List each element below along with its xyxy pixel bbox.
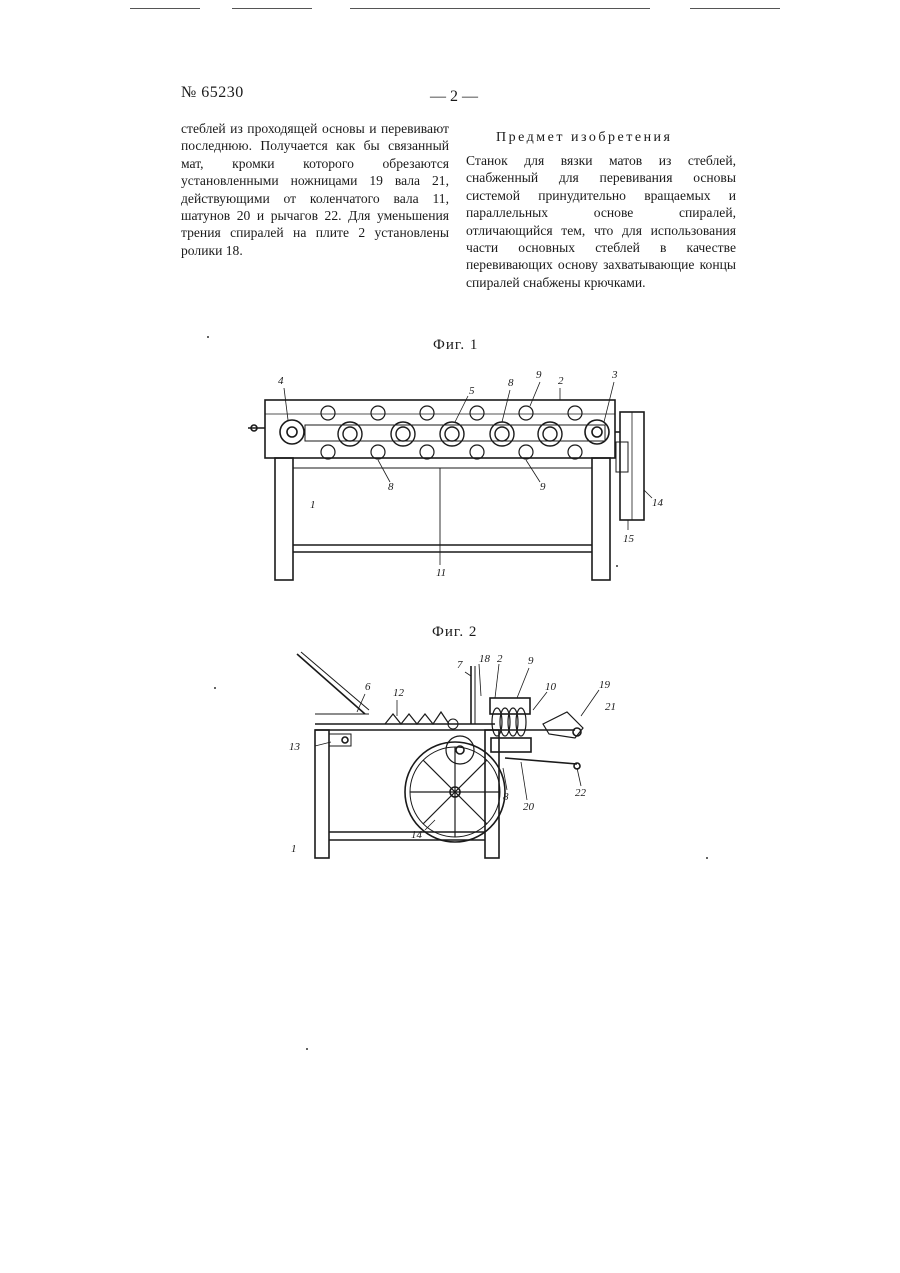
fig1-label: 9 bbox=[540, 481, 546, 493]
scan-edge-line bbox=[130, 8, 200, 9]
fig1-label: 4 bbox=[278, 375, 284, 387]
fig1-label: 2 bbox=[558, 375, 564, 387]
fig2-label: 2 bbox=[497, 653, 503, 665]
fig1-label: 3 bbox=[612, 369, 618, 381]
scan-speck bbox=[207, 336, 209, 338]
fig2-label: 12 bbox=[393, 687, 404, 699]
fig2-label: 1 bbox=[291, 843, 297, 855]
figure-1-drawing bbox=[240, 370, 680, 610]
fig2-label: 7 bbox=[457, 659, 463, 671]
fig1-label: 9 bbox=[536, 369, 542, 381]
figure-2-drawing bbox=[285, 650, 645, 865]
section-title: Предмет изобретения bbox=[496, 130, 673, 145]
fig2-label: 19 bbox=[599, 679, 610, 691]
claim-paragraph: Станок для вязки матов из стеблей, снабженный для перевивания основы системой принудительно вращаемых и параллельных основе спиралей, отличающийся тем, что для использования части основных стеблей в качестве перевивающих основу захватывающие концы спиралей снабжены крючками. bbox=[466, 153, 736, 290]
figure-2-caption: Фиг. 2 bbox=[432, 624, 478, 640]
fig2-label: 20 bbox=[523, 801, 534, 813]
scan-edge-line bbox=[690, 8, 780, 9]
scan-speck bbox=[706, 857, 708, 859]
scan-speck bbox=[306, 1048, 308, 1050]
fig2-label: 6 bbox=[365, 681, 371, 693]
fig2-label: 18 bbox=[479, 653, 490, 665]
scan-speck bbox=[214, 687, 216, 689]
fig2-label: 10 bbox=[545, 681, 556, 693]
fig1-label: 1 bbox=[310, 499, 316, 511]
left-paragraph: стеблей из проходящей основы и перевивают последнюю. Получается как бы связанный мат, кромки которого обрезаются установленными ножницами 19 вала 21, действующими от коленчатого вала 11, шатунов 20 и рычагов 22. Для уменьшения трения спиралей на плите 2 установлены ролики 18. bbox=[181, 121, 449, 258]
scan-speck bbox=[616, 565, 618, 567]
fig1-label: 11 bbox=[436, 567, 447, 579]
fig1-label: 15 bbox=[623, 533, 634, 545]
fig1-label: 8 bbox=[388, 481, 394, 493]
page-number: — 2 — bbox=[430, 88, 478, 105]
right-text-column bbox=[466, 152, 736, 291]
fig1-label: 5 bbox=[469, 385, 475, 397]
fig2-label: 9 bbox=[528, 655, 534, 667]
figure-1-caption: Фиг. 1 bbox=[433, 337, 479, 353]
fig1-label: 8 bbox=[508, 377, 514, 389]
scan-edge-line bbox=[232, 8, 312, 9]
fig2-label: 13 bbox=[289, 741, 300, 753]
fig2-label: 21 bbox=[605, 701, 616, 713]
scan-edge-line bbox=[350, 8, 650, 9]
fig2-label: 8 bbox=[503, 791, 509, 803]
left-text-column bbox=[181, 120, 449, 259]
fig2-label: 14 bbox=[411, 829, 422, 841]
fig2-label: 22 bbox=[575, 787, 586, 799]
document-number: № 65230 bbox=[181, 84, 244, 101]
fig1-label: 14 bbox=[652, 497, 663, 509]
